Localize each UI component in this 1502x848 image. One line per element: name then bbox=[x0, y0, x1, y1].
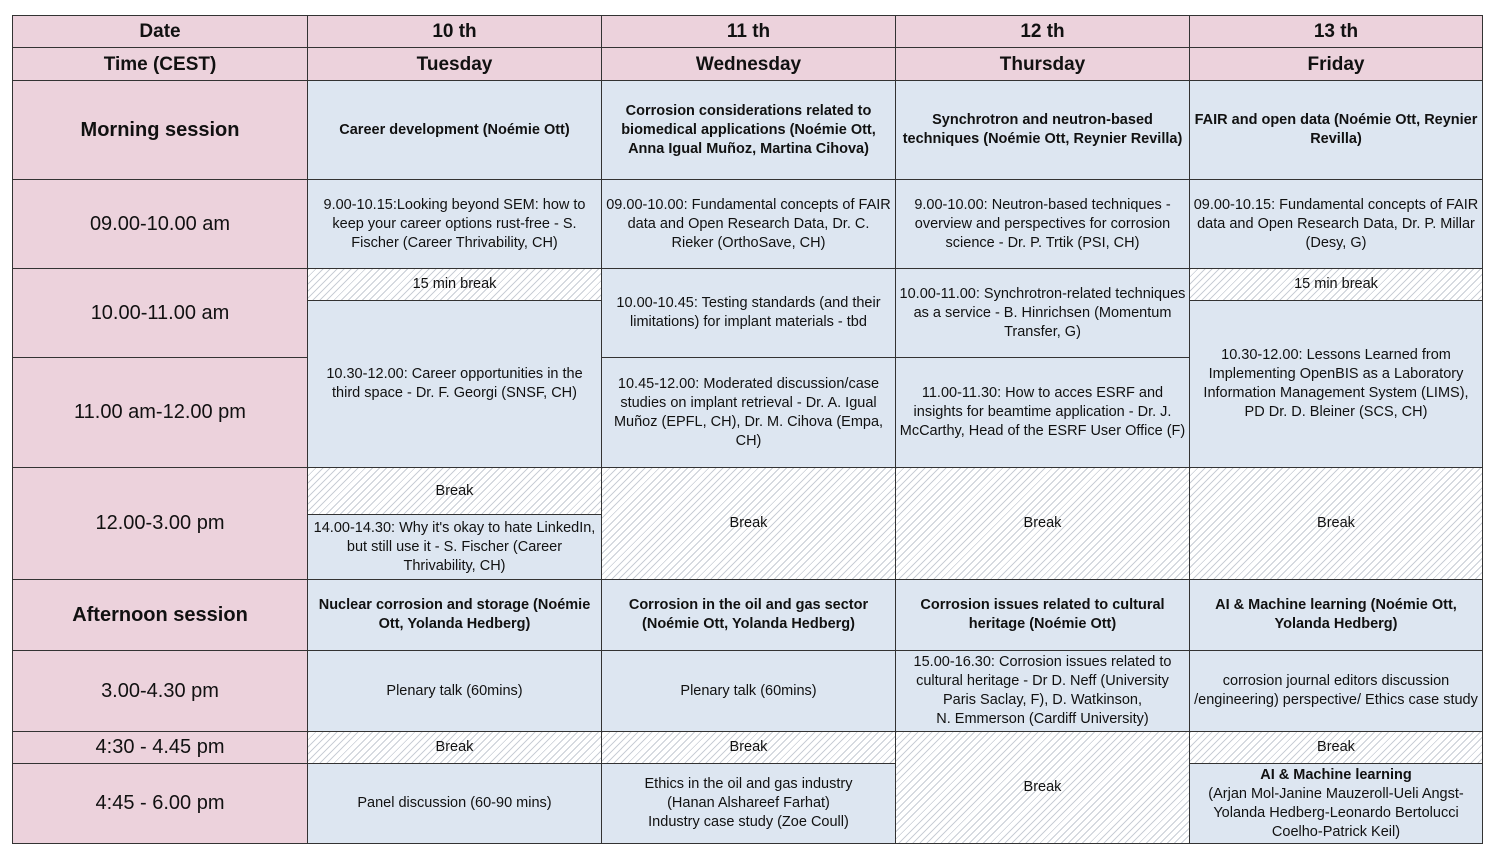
fri-break-1630: Break bbox=[1189, 731, 1483, 764]
fri-ai-speakers: (Arjan Mol-Janine Mauzeroll-Ueli Angst-Yolanda Hedberg-Leonardo Bertolucci Coelho-Patrick Keil) bbox=[1208, 785, 1464, 840]
header-weekday-tuesday: Tuesday bbox=[307, 47, 602, 81]
fri-talk-1030: 10.30-12.00: Lessons Learned from Implementing OpenBIS as a Laboratory Information Management System (LIMS), PD Dr. D. Bleiner (SCS, CH) bbox=[1189, 300, 1483, 468]
header-date-thursday: 12 th bbox=[895, 15, 1190, 48]
header-weekday-wednesday: Wednesday bbox=[601, 47, 896, 81]
tue-talk-0900: 9.00-10.15:Looking beyond SEM: how to keep your career options rust-free - S. Fischer (Career Thrivability, CH) bbox=[307, 179, 602, 269]
wed-morning-theme: Corrosion considerations related to biomedical applications (Noémie Ott, Anna Igual Muñoz, Martina Cihova) bbox=[601, 80, 896, 180]
fri-ai-title: AI & Machine learning bbox=[1260, 766, 1412, 783]
thu-afternoon-theme: Corrosion issues related to cultural heritage (Noémie Ott) bbox=[895, 579, 1190, 651]
row-label-0900: 09.00-10.00 am bbox=[12, 179, 308, 269]
wed-plenary: Plenary talk (60mins) bbox=[601, 650, 896, 732]
tue-talk-1400: 14.00-14.30: Why it's okay to hate LinkedIn, but still use it - S. Fischer (Career Thrivability, CH) bbox=[307, 514, 602, 580]
wed-talk-0900: 09.00-10.00: Fundamental concepts of FAIR data and Open Research Data, Dr. C. Rieker (OrthoSave, CH) bbox=[601, 179, 896, 269]
header-date-label: Date bbox=[12, 15, 308, 48]
thu-break-1630: Break bbox=[895, 731, 1190, 844]
tue-break-1200: Break bbox=[307, 467, 602, 515]
tue-morning-theme: Career development (Noémie Ott) bbox=[307, 80, 602, 180]
tue-break-1630: Break bbox=[307, 731, 602, 764]
fri-morning-theme: FAIR and open data (Noémie Ott, Reynier Revilla) bbox=[1189, 80, 1483, 180]
thu-talk-1500: 15.00-16.30: Corrosion issues related to cultural heritage - Dr D. Neff (University Paris Saclay, F), D. Watkinson, N. Emmerson (Cardiff University) bbox=[895, 650, 1190, 732]
thu-talk-1100: 11.00-11.30: How to acces ESRF and insights for beamtime application - Dr. J. McCarthy, Head of the ESRF User Office (F) bbox=[895, 357, 1190, 468]
row-label-1500: 3.00-4.30 pm bbox=[12, 650, 308, 732]
fri-talk-1500: corrosion journal editors discussion /engineering) perspective/ Ethics case study bbox=[1189, 650, 1483, 732]
header-date-wednesday: 11 th bbox=[601, 15, 896, 48]
fri-break-1015: 15 min break bbox=[1189, 268, 1483, 301]
fri-afternoon-theme: AI & Machine learning (Noémie Ott, Yolanda Hedberg) bbox=[1189, 579, 1483, 651]
tue-panel: Panel discussion (60-90 mins) bbox=[307, 763, 602, 844]
header-time-label: Time (CEST) bbox=[12, 47, 308, 81]
thu-talk-1000: 10.00-11.00: Synchrotron-related techniques as a service - B. Hinrichsen (Momentum Transfer, G) bbox=[895, 268, 1190, 358]
row-label-1645: 4:45 - 6.00 pm bbox=[12, 763, 308, 844]
wed-afternoon-theme: Corrosion in the oil and gas sector (Noémie Ott, Yolanda Hedberg) bbox=[601, 579, 896, 651]
header-weekday-thursday: Thursday bbox=[895, 47, 1190, 81]
tue-talk-1030: 10.30-12.00: Career opportunities in the third space - Dr. F. Georgi (SNSF, CH) bbox=[307, 300, 602, 468]
row-label-1100: 11.00 am-12.00 pm bbox=[12, 357, 308, 468]
fri-break-1200: Break bbox=[1189, 467, 1483, 580]
header-date-tuesday: 10 th bbox=[307, 15, 602, 48]
row-label-1000: 10.00-11.00 am bbox=[12, 268, 308, 358]
thu-talk-0900: 9.00-10.00: Neutron-based techniques - overview and perspectives for corrosion science - Dr. P. Trtik (PSI, CH) bbox=[895, 179, 1190, 269]
tue-afternoon-theme: Nuclear corrosion and storage (Noémie Ott, Yolanda Hedberg) bbox=[307, 579, 602, 651]
tue-plenary: Plenary talk (60mins) bbox=[307, 650, 602, 732]
row-label-1200: 12.00-3.00 pm bbox=[12, 467, 308, 580]
fri-talk-0900: 09.00-10.15: Fundamental concepts of FAIR data and Open Research Data, Dr. P. Millar (Desy, G) bbox=[1189, 179, 1483, 269]
header-date-friday: 13 th bbox=[1189, 15, 1483, 48]
thu-break-1200: Break bbox=[895, 467, 1190, 580]
wed-ethics-session: Ethics in the oil and gas industry (Hanan Alshareef Farhat) Industry case study (Zoe Coull) bbox=[601, 763, 896, 844]
fri-ai-session bbox=[1189, 763, 1483, 844]
header-weekday-friday: Friday bbox=[1189, 47, 1483, 81]
row-label-morning-session: Morning session bbox=[12, 80, 308, 180]
wed-break-1630: Break bbox=[601, 731, 896, 764]
wed-break-1200: Break bbox=[601, 467, 896, 580]
tue-break-1015: 15 min break bbox=[307, 268, 602, 301]
row-label-1630: 4:30 - 4.45 pm bbox=[12, 731, 308, 764]
thu-morning-theme: Synchrotron and neutron-based techniques (Noémie Ott, Reynier Revilla) bbox=[895, 80, 1190, 180]
row-label-afternoon-session: Afternoon session bbox=[12, 579, 308, 651]
wed-talk-1045: 10.45-12.00: Moderated discussion/case studies on implant retrieval - Dr. A. Igual Muñoz (EPFL, CH), Dr. M. Cihova (Empa, CH) bbox=[601, 357, 896, 468]
wed-talk-1000: 10.00-10.45: Testing standards (and their limitations) for implant materials - tbd bbox=[601, 268, 896, 358]
